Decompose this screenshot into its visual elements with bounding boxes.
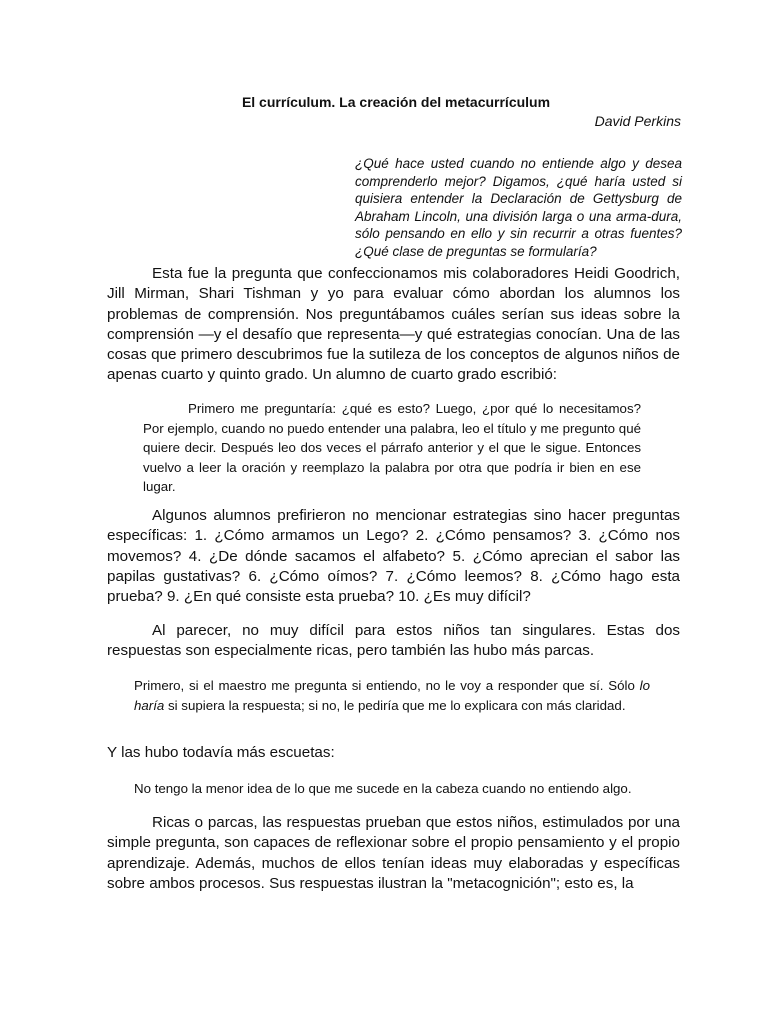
quote-student-3: No tengo la menor idea de lo que me sucede en la cabeza cuando no entiendo algo. [134, 781, 632, 796]
paragraph-2: Algunos alumnos prefirieron no mencionar estrategias sino hacer preguntas específicas: 1. ¿Cómo armamos un Lego? 2. ¿Cómo pensamos? 3. ¿Cómo nos movemos? 4. ¿De dónde sacamos el alfabeto? 5. ¿Cómo aprecian el sabor las papilas gustativas? 6. ¿Cómo oímos? 7. ¿Cómo leemos? 8. ¿Cómo hago esta prueba? 9. ¿En qué consiste esta prueba? 10. ¿Es muy difícil? [107, 507, 680, 606]
document-author: David Perkins [594, 113, 681, 129]
paragraph-4: Y las hubo todavía más escuetas: [107, 744, 335, 761]
quote-2-emphasis: lo haría [134, 678, 650, 713]
document-title: El currículum. La creación del metacurrículum [241, 94, 551, 110]
epigraph: ¿Qué hace usted cuando no entiende algo y desea comprenderlo mejor? Digamos, ¿qué haría usted si quisiera entender la Declaración de Gettysburg de Abraham Lincoln, una división larga o una arma-dura, sólo pensando en ello y sin recurrir a otras fuentes? ¿Qué clase de preguntas se formularía? [355, 156, 682, 259]
quote-student-1: Primero me preguntaría: ¿qué es esto? Luego, ¿por qué lo necesitamos? Por ejemplo, cuando no puedo entender una palabra, leo el título y me pregunto qué quiere decir. Después leo dos veces el párrafo anterior y el que le sigue. Entonces vuelvo a leer la oración y reemplazo la palabra por otra que podría ir bien en ese lugar. [143, 401, 641, 494]
quote-student-2 [134, 676, 650, 715]
paragraph-5: Ricas o parcas, las respuestas prueban que estos niños, estimulados por una simple pregunta, son capaces de reflexionar sobre el propio pensamiento y el propio aprendizaje. Además, muchos de ellos tenían ideas muy elaboradas y específicas sobre ambos procesos. Sus respuestas ilustran la "metacognición"; esto es, la [107, 814, 680, 892]
paragraph-1: Esta fue la pregunta que confeccionamos mis colaboradores Heidi Goodrich, Jill Mirman, Shari Tishman y yo para evaluar cómo abordan los alumnos los problemas de comprensión. Nos preguntábamos cuáles serían sus ideas sobre la comprensión —y el desafío que representa—y qué estrategias conocían. Una de las cosas que primero descubrimos fue la sutileza de los conceptos de algunos niños de apenas cuarto y quinto grado. Un alumno de cuarto grado escribió: [107, 265, 680, 384]
paragraph-3: Al parecer, no muy difícil para estos niños tan singulares. Estas dos respuestas son especialmente ricas, pero también las hubo más parcas. [107, 622, 680, 660]
quote-2-text-a: Primero, si el maestro me pregunta si entiendo, no le voy a responder que sí. Sólo [134, 678, 640, 693]
quote-2-text-b: si supiera la respuesta; si no, le pediría que me lo explicara con más claridad. [164, 697, 626, 713]
